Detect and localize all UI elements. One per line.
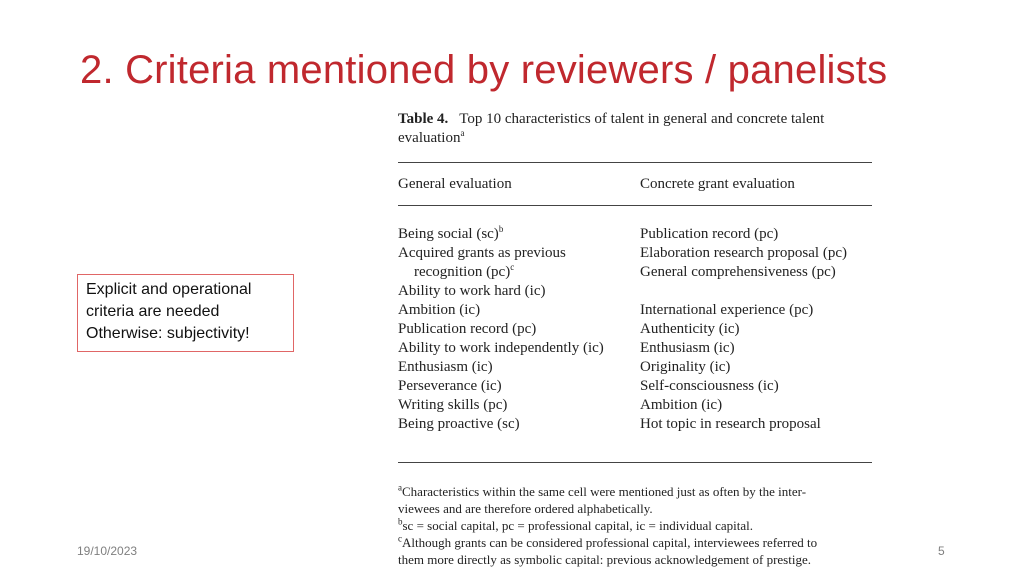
table-header-rule [398, 205, 872, 206]
table-cell: Perseverance (ic) [398, 378, 502, 394]
callout-line: Explicit and operational [86, 281, 252, 298]
table-cell: Self-consciousness (ic) [640, 378, 779, 394]
slide-date: 19/10/2023 [77, 544, 138, 558]
table-caption-text-2: evaluation [398, 130, 461, 146]
table-cell: Acquired grants as previous [398, 245, 566, 261]
table-cell: General comprehensiveness (pc) [640, 264, 836, 280]
footnote-line: $^c$Although grants can be considered professional capital, interviewees referred to [398, 533, 818, 550]
table-footnotes [398, 483, 874, 568]
table-cell: Ambition (ic) [640, 397, 723, 413]
table-top-rule [398, 162, 872, 163]
table-cell: Publication record (pc) [640, 226, 779, 242]
callout-line: criteria are needed [86, 303, 220, 320]
table-cell: Publication record (pc) [398, 321, 537, 337]
table-cell: Being social (sc)$^b$ [398, 224, 504, 242]
table-cell: International experience (pc) [640, 302, 814, 318]
slide-page-number: 5 [938, 544, 945, 558]
footnote-marker: a [460, 128, 465, 138]
table-cell: Authenticity (ic) [640, 321, 740, 337]
table-cell: Ability to work hard (ic) [398, 283, 546, 299]
column-header-general: General evaluation [398, 176, 512, 192]
table-caption [398, 110, 874, 148]
table-cell: Originality (ic) [640, 359, 731, 375]
table-cell: Ambition (ic) [398, 302, 481, 318]
table-bottom-rule [398, 462, 872, 463]
concrete-evaluation-column [640, 225, 847, 434]
footnote-line: $^b$sc = social capital, pc = professional capital, ic = individual capital. [398, 516, 753, 533]
table-cell: Elaboration research proposal (pc) [640, 245, 847, 261]
table-cell: Enthusiasm (ic) [398, 359, 493, 375]
footnote-line: viewees and are therefore ordered alphabetically. [398, 501, 653, 516]
table-cell: Being proactive (sc) [398, 416, 520, 432]
table-cell: Hot topic in research proposal [640, 416, 821, 432]
callout-box [77, 274, 294, 352]
table-caption-label: Table 4. [398, 111, 449, 127]
general-evaluation-column [398, 225, 604, 434]
table-cell: Writing skills (pc) [398, 397, 508, 413]
table-cell-empty [640, 282, 847, 301]
table-cell: Enthusiasm (ic) [640, 340, 735, 356]
table-caption-text: Top 10 characteristics of talent in general and concrete talent [459, 111, 825, 127]
table-cell: recognition (pc)$^c$ [414, 262, 515, 280]
callout-line: Otherwise: subjectivity! [86, 325, 250, 342]
column-header-concrete: Concrete grant evaluation [640, 176, 795, 192]
footnote-line: $^a$Characteristics within the same cell were mentioned just as often by the inter- [398, 482, 807, 499]
table-cell: Ability to work independently (ic) [398, 340, 604, 356]
footnote-line: them more directly as symbolic capital: previous acknowledgement of prestige. [398, 552, 811, 567]
slide-title: 2. Criteria mentioned by reviewers / panelists [80, 48, 888, 92]
table-figure [398, 110, 878, 570]
